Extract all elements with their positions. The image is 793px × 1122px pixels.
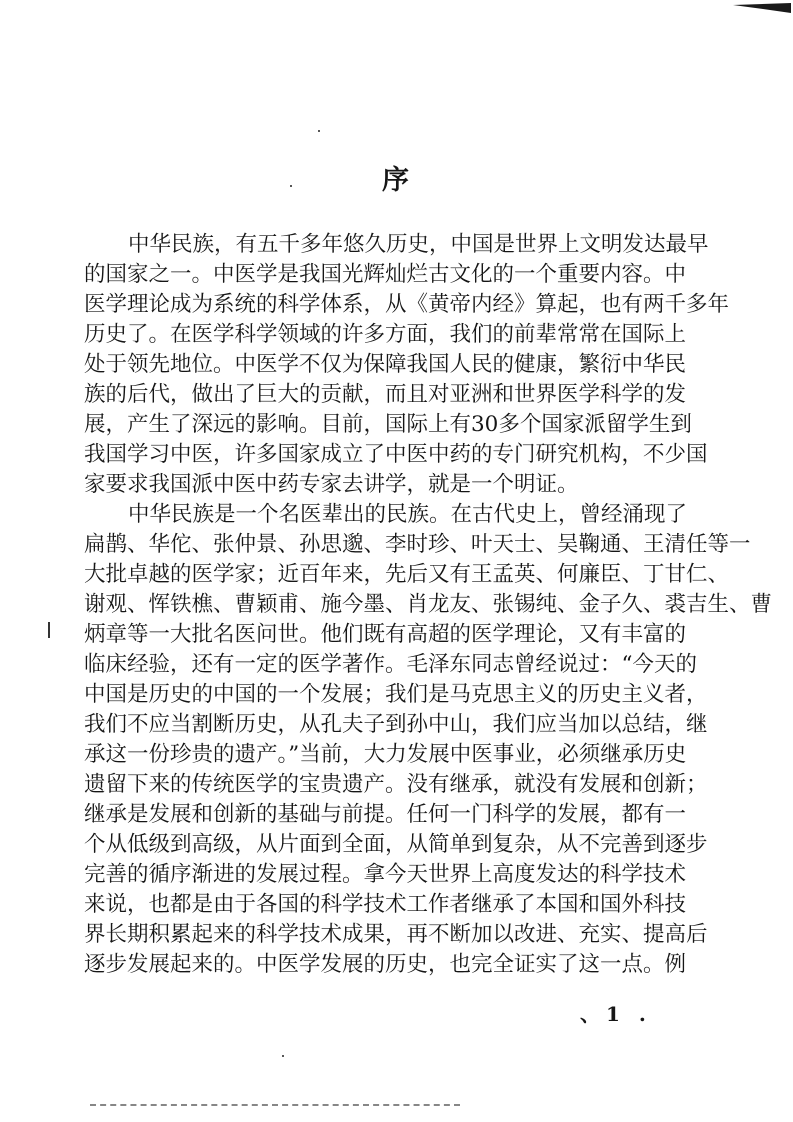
scan-bottom-artifact xyxy=(90,1104,460,1108)
text-line: 中华民族，有五千多年悠久历史，中国是世界上文明发达最早 xyxy=(128,232,709,257)
text-line: 我们不应当割断历史，从孔夫子到孙中山，我们应当加以总结，继 xyxy=(84,712,708,737)
paragraph-1 xyxy=(84,230,730,500)
page-number: 、1 . xyxy=(580,1002,652,1026)
text-line: 历史了。在医学科学领域的许多方面，我们的前辈常常在国际上 xyxy=(84,322,687,347)
text-line: 展，产生了深远的影响。目前，国际上有30多个国家派留学生到 xyxy=(84,412,692,437)
text-line: 扁鹊、华佗、张仲景、孙思邈、李时珍、叶天士、吴鞠通、王清任等一 xyxy=(84,532,751,557)
body-text xyxy=(84,230,773,980)
text-line: 医学理论成为系统的科学体系，从《黄帝内经》算起，也有两千多年 xyxy=(84,292,730,317)
text-line: 的国家之一。中医学是我国光辉灿烂古文化的一个重要内容。中 xyxy=(84,262,687,287)
page-title: 序 xyxy=(382,165,411,196)
text-line: 逐步发展起来的。中医学发展的历史，也完全证实了这一点。例 xyxy=(84,952,687,977)
scan-speck xyxy=(282,1055,284,1057)
text-line: 族的后代，做出了巨大的贡献，而且对亚洲和世界医学科学的发 xyxy=(84,382,687,407)
text-line: 中国是历史的中国的一个发展；我们是马克思主义的历史主义者， xyxy=(84,682,708,707)
text-line: 遗留下来的传统医学的宝贵遗产。没有继承，就没有发展和创新； xyxy=(84,772,708,797)
text-line: 承这一份珍贵的遗产。”当前，大力发展中医事业，必须继承历史 xyxy=(84,742,687,767)
text-line: 炳章等一大批名医问世。他们既有高超的医学理论，又有丰富的 xyxy=(84,622,687,647)
text-line: 中华民族是一个名医辈出的民族。在古代史上，曾经涌现了 xyxy=(128,502,688,527)
scan-speck xyxy=(318,130,320,132)
text-line: 临床经验，还有一定的医学著作。毛泽东同志曾经说过：“今天的 xyxy=(84,652,697,677)
paragraph-2 xyxy=(84,500,773,980)
text-line: 我国学习中医，许多国家成立了中医中药的专门研究机构，不少国 xyxy=(84,442,708,467)
margin-mark xyxy=(48,622,50,638)
text-line: 完善的循序渐进的发展过程。拿今天世界上高度发达的科学技术 xyxy=(84,862,687,887)
scan-corner-mark xyxy=(713,0,793,12)
text-line: 谢观、恽铁樵、曹颖甫、施今墨、肖龙友、张锡纯、金子久、裘吉生、曹 xyxy=(84,592,773,617)
text-line: 来说，也都是由于各国的科学技术工作者继承了本国和国外科技 xyxy=(84,892,687,917)
text-line: 处于领先地位。中医学不仅为保障我国人民的健康，繁衍中华民 xyxy=(84,352,687,377)
text-line: 界长期积累起来的科学技术成果，再不断加以改进、充实、提高后 xyxy=(84,922,708,947)
text-line: 继承是发展和创新的基础与前提。任何一门科学的发展，都有一 xyxy=(84,802,687,827)
text-line: 家要求我国派中医中药专家去讲学，就是一个明证。 xyxy=(84,472,579,497)
text-line: 个从低级到高级，从片面到全面，从简单到复杂，从不完善到逐步 xyxy=(84,832,708,857)
text-line: 大批卓越的医学家；近百年来，先后又有王孟英、何廉臣、丁甘仁、 xyxy=(84,562,730,587)
